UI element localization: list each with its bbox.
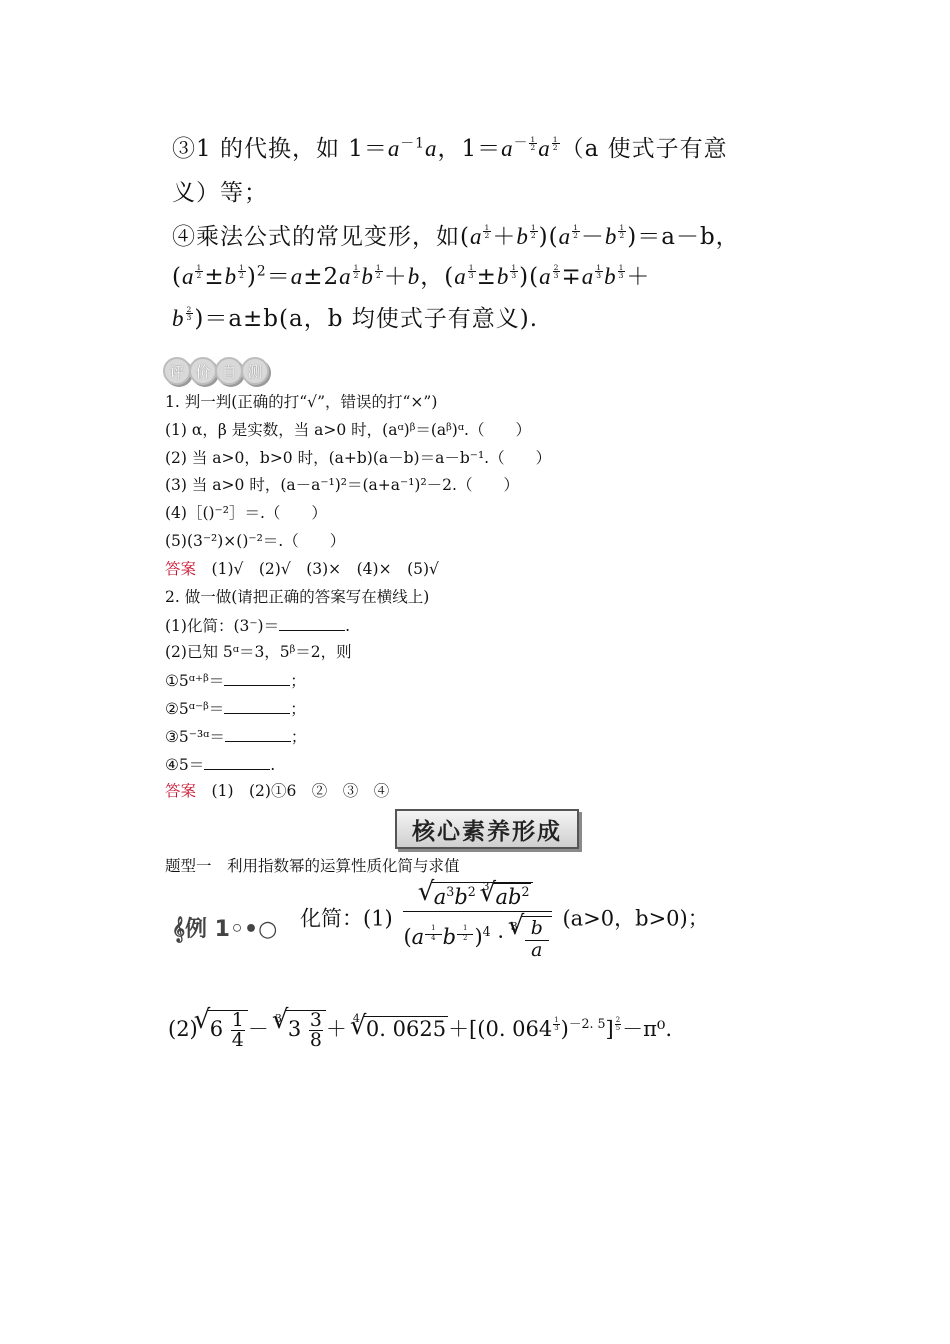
topic-heading: 题型一 利用指数幂的运算性质化简与求值 <box>165 857 460 875</box>
q2-item-1: (1)化简：(3⁻)＝ . <box>165 617 351 635</box>
q1-item: (4)［()⁻²］＝.（ ） <box>165 504 327 522</box>
answer-blank[interactable] <box>204 755 270 770</box>
badge-char: 自 <box>215 357 243 385</box>
answer-blank[interactable] <box>224 671 290 686</box>
q2-item-2: (2)已知 5ᵅ＝3，5ᵝ＝2，则 <box>165 643 352 661</box>
answer-label: 答案 <box>165 560 197 578</box>
q1-item: (5)(3⁻²)×()⁻²＝.（ ） <box>165 532 346 550</box>
example-part-1: 化简：(1) √ $a^3b^2$ $^3$√ $ab^2$ (a $^{\frac{1}{4}}$ b $^{\frac{1}{2}}$ )$^4$ · $^3$ √ $\frac{b}{a}$ (a>0，b>0)； <box>300 880 709 960</box>
q1-answer: 答案 (1)√ (2)√ (3)× (4)× (5)√ <box>165 560 439 578</box>
answer-blank[interactable] <box>279 616 345 631</box>
q1-title: 1. 判一判(正确的打“√”，错误的打“×”) <box>165 393 438 411</box>
self-test-badge <box>163 357 267 385</box>
answer-label: 答案 <box>165 782 197 800</box>
item-3-line-2: 义）等； <box>172 180 268 206</box>
q2-answer: 答案 (1) (2)①6 ② ③ ④ <box>165 782 390 800</box>
badge-char: 测 <box>241 357 269 385</box>
q2-subitem: ④5＝ . <box>165 756 276 774</box>
item-4-line-1: ④乘法公式的常见变形，如(a $^{\frac{1}{2}}$ ＋b $^{\frac{1}{2}}$ )(a $^{\frac{1}{2}}$ －b $^{\frac{1}{2}}$ )＝a－b， <box>172 222 740 250</box>
music-clef-icon: 𝄞 <box>172 917 186 942</box>
section-banner: 核心素养形成 <box>395 809 579 849</box>
q2-subitem: ②5ᵅ⁻ᵝ＝ ； <box>165 700 306 718</box>
item-4-line-2: (a $^{\frac{1}{2}}$ ±b $^{\frac{1}{2}}$ )$^2$＝a±2a $^{\frac{1}{2}}$ b $^{\frac{1}{2}}$ ＋b，(a $^{\frac{1}{3}}$ ±b $^{\frac{1}{3}}$ )(a $^{\frac{2}{3}}$ ∓a $^{\frac{1}{3}}$ b $^{\frac{1}{3}}$ ＋ <box>172 262 651 290</box>
answer-blank[interactable] <box>224 699 290 714</box>
answer-blank[interactable] <box>225 727 291 742</box>
q2-subitem: ①5ᵅ⁺ᵝ＝ ； <box>165 672 306 690</box>
item-3-line-1: ③1 的代换，如 $1=a^{-1}a$，$1=a^{- \frac{1}{2}}$ a $^{\frac{1}{2}}$ （a 使式子有意 <box>172 134 728 162</box>
q1-item: (1) α，β 是实数，当 a>0 时，(aᵅ)ᵝ＝(aᵝ)ᵅ.（ ） <box>165 421 531 439</box>
example-label: 𝄞例 1◦•○ <box>172 917 278 942</box>
fraction: √ $a^3b^2$ $^3$√ $ab^2$ (a $^{\frac{1}{4}}$ b $^{\frac{1}{2}}$ )$^4$ · $^3$ √ $\frac{b}{a}$ <box>403 880 551 960</box>
badge-char: 评 <box>163 357 191 385</box>
example-part-2: (2)√ 6 $\frac{1}{4}$ － $^3$√ 3 $\frac{3}{8}$ ＋ $^4$√ 0. 0625＋[(0. 064 $^{\frac{1}{3}}$ )$^{-2. 5}$] $^{\frac{2}{5}}$ －π⁰. <box>168 1010 672 1050</box>
item-4-line-3: b $^{\frac{2}{3}}$ )＝a±b(a，b 均使式子有意义). <box>172 304 539 332</box>
q1-item: (2) 当 a>0，b>0 时，(a+b)(a－b)＝a－b⁻¹.（ ） <box>165 449 552 467</box>
q1-item: (3) 当 a>0 时，(a－a⁻¹)²＝(a+a⁻¹)²－2.（ ） <box>165 476 519 494</box>
badge-char: 价 <box>189 357 217 385</box>
q2-title: 2. 做一做(请把正确的答案写在横线上) <box>165 588 430 606</box>
q2-subitem: ③5⁻³ᵅ＝ ； <box>165 728 307 746</box>
